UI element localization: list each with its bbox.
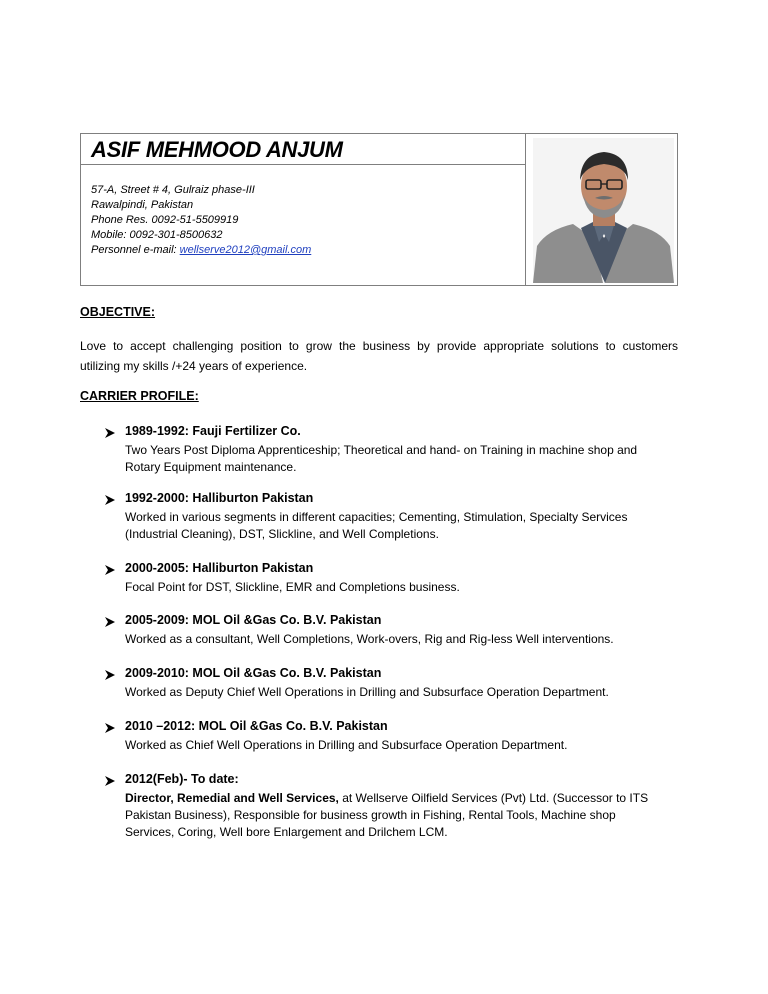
item-description [125, 509, 675, 543]
item-title: 1992-2000: Halliburton Pakistan [125, 491, 314, 505]
item-description [125, 737, 675, 754]
objective-line-2: utilizing my skills /+24 years of experience. [80, 359, 308, 373]
item-desc-line: Pakistan Business), Responsible for business growth in Fishing, Rental Tools, Machine shop [125, 808, 616, 822]
arrow-bullet-icon [104, 564, 116, 576]
name-cell [81, 134, 526, 165]
objective-heading: OBJECTIVE: [80, 305, 156, 319]
item-desc-line: Worked as a consultant, Well Completions, Work-overs, Rig and Rig-less Well interventions. [125, 632, 614, 646]
carrier-profile-heading: CARRIER PROFILE: [80, 389, 199, 403]
item-description [125, 442, 675, 476]
item-desc-line: (Industrial Cleaning), DST, Slickline, and Well Completions. [125, 527, 439, 541]
profile-photo [533, 138, 674, 283]
item-title: 1989-1992: Fauji Fertilizer Co. [125, 424, 301, 438]
header-table [80, 133, 678, 286]
item-desc-line: Worked as Deputy Chief Well Operations in Drilling and Subsurface Operation Department. [125, 685, 609, 699]
portrait-image [533, 138, 674, 283]
item-desc-line: Two Years Post Diploma Apprenticeship; Theoretical and hand- on Training in machine shop and [125, 443, 638, 457]
applicant-name: ASIF MEHMOOD ANJUM [91, 137, 343, 162]
item-desc-line [125, 790, 675, 807]
item-title: 2009-2010: MOL Oil &Gas Co. B.V. Pakistan [125, 666, 382, 680]
item-title: 2005-2009: MOL Oil &Gas Co. B.V. Pakistan [125, 613, 382, 627]
arrow-bullet-icon [104, 669, 116, 681]
arrow-bullet-icon [104, 775, 116, 787]
email-link[interactable]: wellserve2012@gmail.com [179, 244, 312, 256]
item-desc-bold-lead: Director, Remedial and Well Services, [125, 791, 339, 805]
email-label: Personnel e-mail: [91, 244, 180, 256]
item-title: 2000-2005: Halliburton Pakistan [125, 561, 314, 575]
arrow-bullet-icon [104, 722, 116, 734]
arrow-bullet-icon [104, 427, 116, 439]
arrow-bullet-icon [104, 616, 116, 628]
mobile-line: Mobile: 0092-301-8500632 [91, 229, 223, 241]
item-description [125, 790, 675, 841]
objective-line-1: Love to accept challenging position to grow the business by provide appropriate solutions to customers [80, 339, 678, 353]
item-desc-line: Worked as Chief Well Operations in Drilling and Subsurface Operation Department. [125, 738, 568, 752]
item-desc-line: Focal Point for DST, Slickline, EMR and Completions business. [125, 580, 460, 594]
arrow-bullet-icon [104, 494, 116, 506]
item-description [125, 579, 675, 596]
phone-line: Phone Res. 0092-51-5509919 [91, 214, 239, 226]
item-description [125, 684, 675, 701]
item-title: 2012(Feb)- To date: [125, 772, 239, 786]
item-desc-line: Services, Coring, Well bore Enlargement and Drilchem LCM. [125, 825, 448, 839]
item-description [125, 631, 675, 648]
item-title: 2010 –2012: MOL Oil &Gas Co. B.V. Pakistan [125, 719, 388, 733]
address-line-2: Rawalpindi, Pakistan [91, 199, 194, 211]
contact-info-cell [81, 165, 526, 285]
item-desc-line: Rotary Equipment maintenance. [125, 460, 297, 474]
item-desc-rest: at Wellserve Oilfield Services (Pvt) Ltd. (Successor to ITS [338, 791, 649, 805]
email-line [91, 243, 311, 257]
address-line-1: 57-A, Street # 4, Gulraiz phase-III [91, 184, 255, 196]
item-desc-line: Worked in various segments in different capacities; Cementing, Stimulation, Specialty Services [125, 510, 628, 524]
